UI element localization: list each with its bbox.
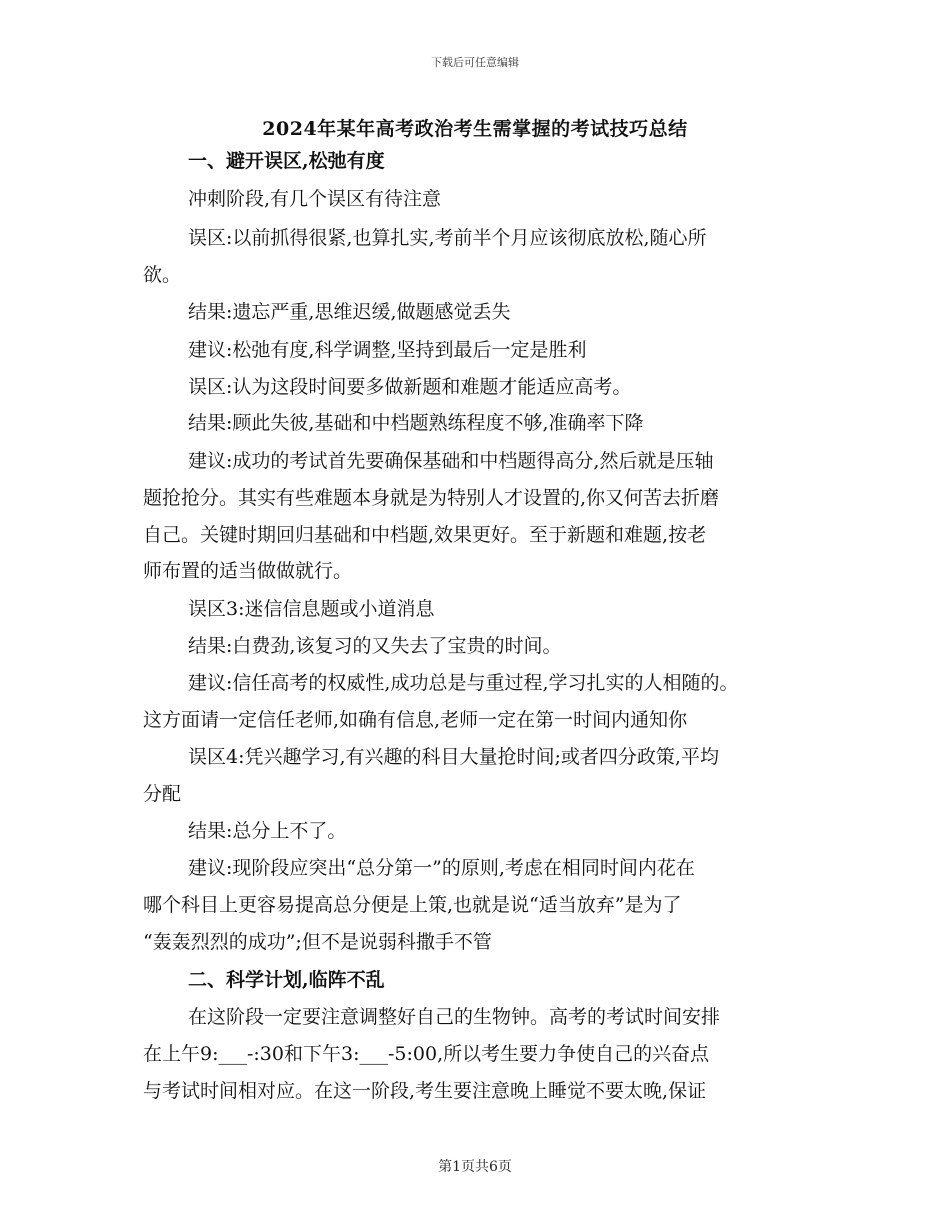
document-title: 2024年某年高考政治考生需掌握的考试技巧总结	[262, 118, 688, 140]
section-heading-2: 二、科学计划,临阵不乱	[188, 969, 385, 991]
paragraph-line: 结果:遗忘严重,思维迟缓,做题感觉丢失	[188, 301, 511, 323]
page-footer: 第1页共6页	[438, 1159, 512, 1175]
paragraph-line: 误区3:迷信信息题或小道消息	[188, 598, 435, 620]
paragraph-line: 这方面请一定信任老师,如确有信息,老师一定在第一时间内通知你	[143, 709, 688, 731]
paragraph-line: 师布置的适当做做就行。	[143, 560, 353, 582]
paragraph-line: 结果:总分上不了。	[188, 820, 347, 842]
paragraph-line: 建议:松弛有度,科学调整,坚持到最后一定是胜利	[188, 339, 587, 361]
paragraph-line: 建议:信任高考的权威性,成功总是与重过程,学习扎实的人相随的。	[188, 672, 739, 694]
paragraph-line: 误区:认为这段时间要多做新题和难题才能适应高考。	[188, 376, 632, 398]
paragraph-line: 在上午9:___-:30和下午3:___-5:00,所以考生要力争使自己的兴奋点	[143, 1043, 710, 1065]
paragraph-line: 冲刺阶段,有几个误区有待注意	[188, 188, 442, 210]
paragraph-line: 哪个科目上更容易提高总分便是上策,也就是说“适当放弃”是为了	[143, 894, 682, 916]
paragraph-line: “轰轰烈烈的成功”;但不是说弱科撒手不管	[143, 931, 492, 953]
paragraph-line: 自己。关键时期回归基础和中档题,效果更好。至于新题和难题,按老	[143, 524, 707, 546]
paragraph-line: 在这阶段一定要注意调整好自己的生物钟。高考的考试时间安排	[188, 1006, 721, 1028]
section-heading-1: 一、避开误区,松弛有度	[188, 150, 385, 172]
paragraph-line: 误区4:凭兴趣学习,有兴趣的科目大量抢时间;或者四分政策,平均	[188, 746, 719, 768]
paragraph-line: 与考试时间相对应。在这一阶段,考生要注意晚上睡觉不要太晚,保证	[143, 1080, 707, 1102]
paragraph-line: 建议:成功的考试首先要确保基础和中档题得高分,然后就是压轴	[188, 450, 714, 472]
paragraph-line: 分配	[143, 783, 182, 805]
paragraph-line: 建议:现阶段应突出“总分第一”的原则,考虑在相同时间内花在	[188, 857, 695, 879]
paragraph-line: 结果:白费劲,该复习的又失去了宝贵的时间。	[188, 635, 562, 657]
paragraph-line: 结果:顾此失彼,基础和中档题熟练程度不够,准确率下降	[188, 412, 644, 434]
paragraph-line: 题抢抢分。其实有些难题本身就是为特别人才设置的,你又何苦去折磨	[143, 487, 720, 509]
paragraph-line: 误区:以前抓得很紧,也算扎实,考前半个月应该彻底放松,随心所	[188, 227, 707, 249]
paragraph-line: 欲。	[143, 264, 182, 286]
header-note: 下载后可任意编辑	[431, 56, 519, 69]
